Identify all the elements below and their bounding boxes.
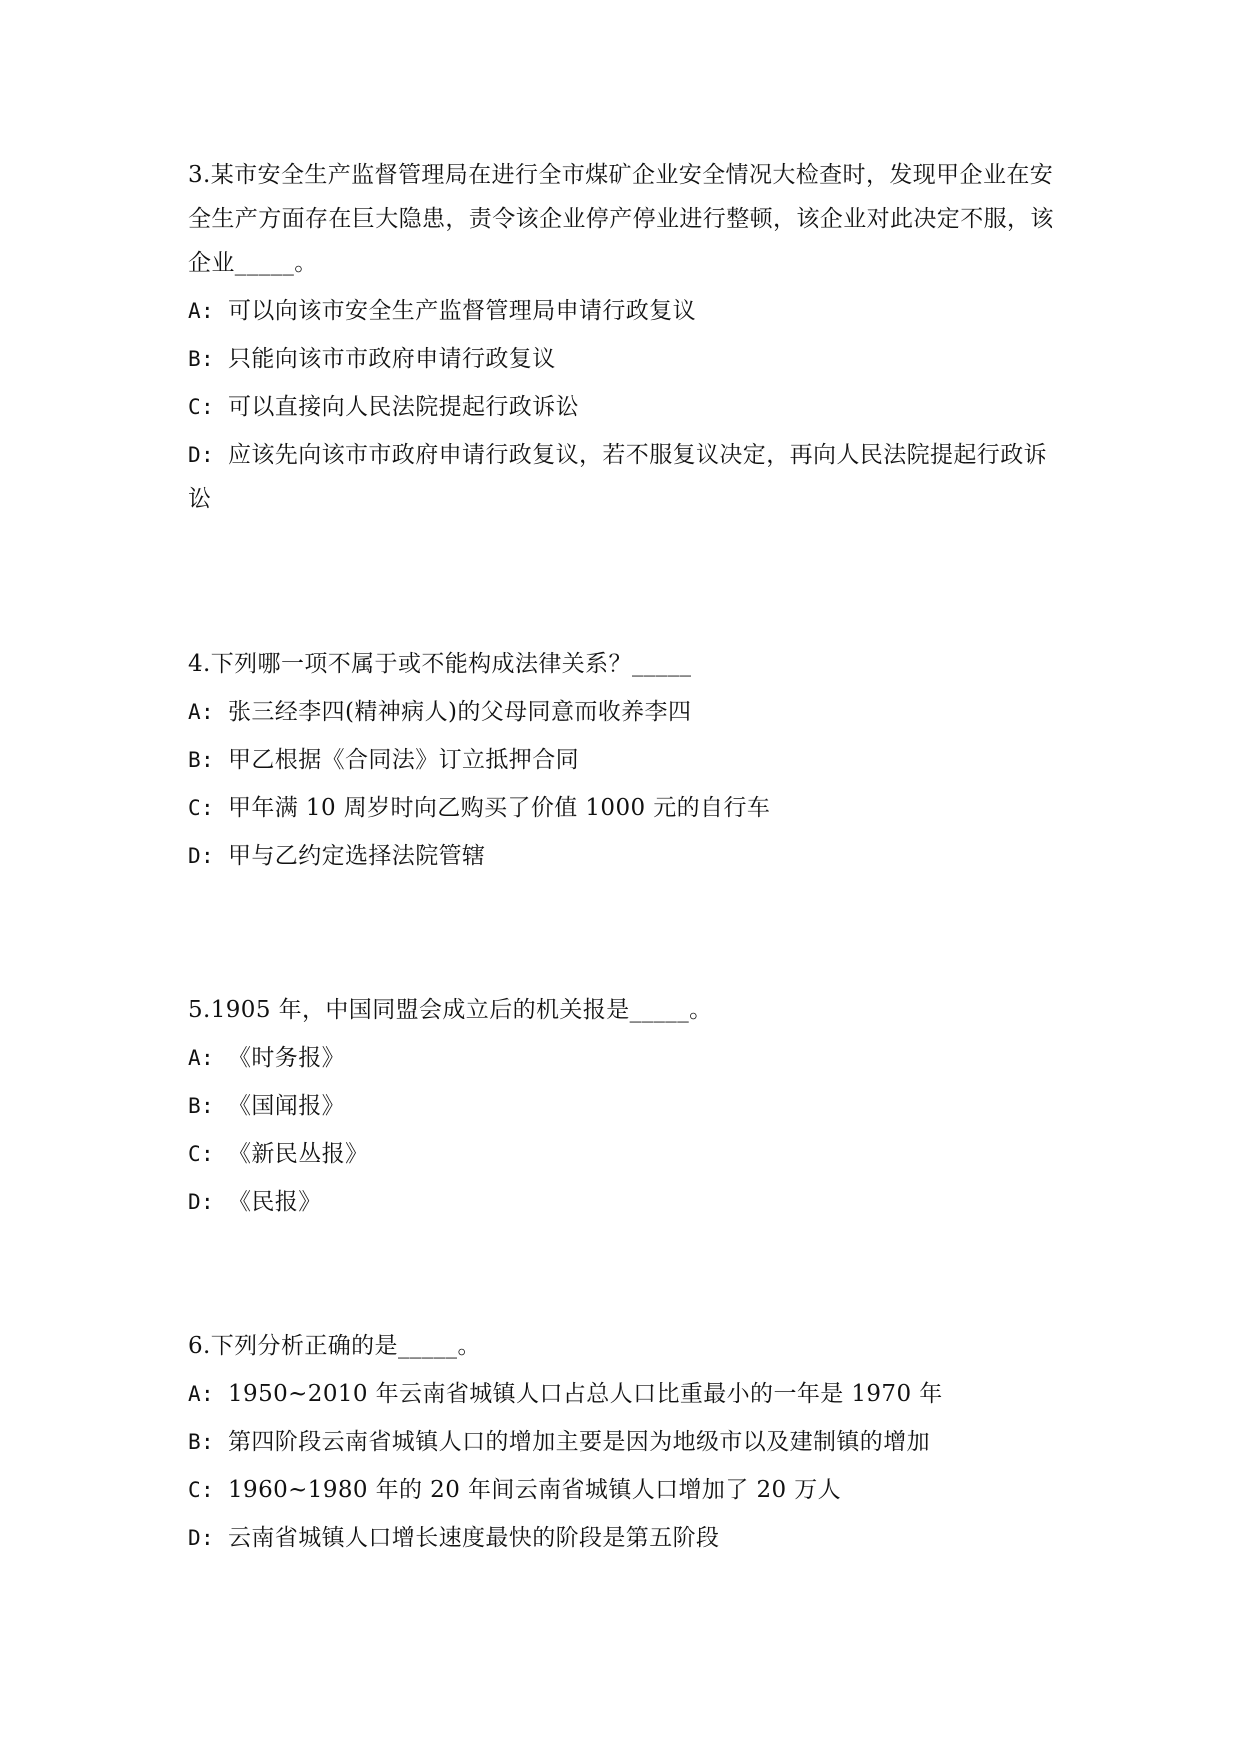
option-c	[188, 1132, 1058, 1176]
option-text: 《国闻报》	[228, 1093, 345, 1119]
option-text: 应该先向该市市政府申请行政复议，若不服复议决定，再向人民法院提起行政诉讼	[188, 442, 1047, 512]
option-text: 甲乙根据《合同法》订立抵押合同	[228, 747, 579, 773]
option-text: 云南省城镇人口增长速度最快的阶段是第五阶段	[228, 1525, 720, 1551]
option-b	[188, 1084, 1058, 1128]
option-letter: C:	[188, 395, 215, 419]
question-stem: 3.某市安全生产监督管理局在进行全市煤矿企业安全情况大检查时，发现甲企业在安全生产方面存在巨大隐患，责令该企业停产停业进行整顿，该企业对此决定不服，该企业_____。	[188, 162, 1054, 276]
option-text: 甲年满 10 周岁时向乙购买了价值 1000 元的自行车	[228, 795, 771, 821]
option-letter: B:	[188, 1094, 215, 1118]
option-letter: C:	[188, 1142, 215, 1166]
question-5	[188, 988, 1058, 1228]
option-a	[188, 289, 1058, 333]
option-text: 甲与乙约定选择法院管辖	[228, 843, 486, 869]
option-a	[188, 1372, 1058, 1416]
question-stem: 5.1905 年，中国同盟会成立后的机关报是_____。	[188, 997, 713, 1023]
option-text: 《民报》	[228, 1189, 322, 1215]
option-d	[188, 433, 1058, 521]
question-stem: 4.下列哪一项不属于或不能构成法律关系？_____	[188, 651, 692, 677]
option-text: 1950~2010 年云南省城镇人口占总人口比重最小的一年是 1970 年	[228, 1381, 943, 1407]
question-stem: 6.下列分析正确的是_____。	[188, 1333, 481, 1359]
option-b	[188, 1420, 1058, 1464]
option-a	[188, 1036, 1058, 1080]
question-4	[188, 642, 1058, 882]
option-c	[188, 1468, 1058, 1512]
option-a	[188, 690, 1058, 734]
option-c	[188, 786, 1058, 830]
question-3	[188, 153, 1058, 525]
option-d	[188, 1516, 1058, 1560]
option-text: 《时务报》	[228, 1045, 345, 1071]
option-letter: B:	[188, 1430, 215, 1454]
option-letter: B:	[188, 748, 215, 772]
option-text: 可以向该市安全生产监督管理局申请行政复议	[228, 298, 696, 324]
option-letter: C:	[188, 1478, 215, 1502]
option-text: 第四阶段云南省城镇人口的增加主要是因为地级市以及建制镇的增加	[228, 1429, 930, 1455]
option-text: 1960~1980 年的 20 年间云南省城镇人口增加了 20 万人	[228, 1477, 842, 1503]
option-d	[188, 1180, 1058, 1224]
option-letter: A:	[188, 1046, 215, 1070]
option-b	[188, 738, 1058, 782]
option-c	[188, 385, 1058, 429]
option-text: 《新民丛报》	[228, 1141, 369, 1167]
option-letter: A:	[188, 299, 215, 323]
option-text: 可以直接向人民法院提起行政诉讼	[228, 394, 579, 420]
option-d	[188, 834, 1058, 878]
option-letter: D:	[188, 443, 215, 467]
option-letter: D:	[188, 844, 215, 868]
question-6	[188, 1324, 1058, 1564]
option-letter: C:	[188, 796, 215, 820]
option-text: 张三经李四(精神病人)的父母同意而收养李四	[228, 699, 692, 725]
option-letter: D:	[188, 1526, 215, 1550]
option-b	[188, 337, 1058, 381]
option-text: 只能向该市市政府申请行政复议	[228, 346, 556, 372]
option-letter: A:	[188, 700, 215, 724]
option-letter: B:	[188, 347, 215, 371]
option-letter: A:	[188, 1382, 215, 1406]
option-letter: D:	[188, 1190, 215, 1214]
